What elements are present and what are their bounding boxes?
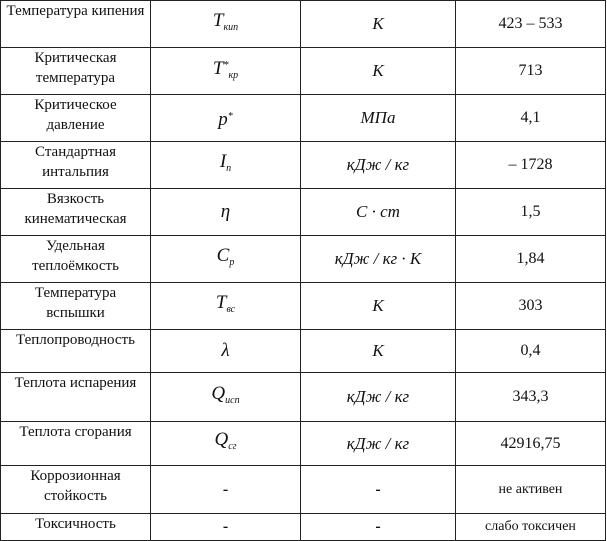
property-symbol: - — [151, 514, 301, 541]
table-row — [1, 422, 606, 466]
symbol-base: Q — [211, 382, 226, 404]
property-unit: кДж / кг — [301, 142, 456, 189]
property-symbol: - — [151, 466, 301, 514]
symbol-base: C — [216, 244, 230, 266]
table-row — [1, 373, 606, 422]
symbol-base: p — [218, 108, 228, 130]
symbol-subscript: кип — [223, 21, 239, 33]
symbol-base: T — [215, 291, 227, 313]
property-unit: К — [301, 330, 456, 373]
property-symbol — [151, 373, 301, 422]
property-value: 303 — [456, 283, 606, 330]
table-row — [1, 142, 606, 189]
table-row — [1, 95, 606, 142]
property-unit: К — [301, 283, 456, 330]
property-unit: - — [301, 466, 456, 514]
property-name: Коррозионная стойкость — [1, 466, 151, 514]
symbol-subscript: вс — [226, 303, 236, 315]
property-symbol — [151, 236, 301, 283]
property-unit: К — [301, 1, 456, 48]
property-name: Температура кипения — [1, 1, 151, 48]
symbol-superscript: * — [227, 110, 233, 122]
property-value: 343,3 — [456, 373, 606, 422]
property-unit: МПа — [301, 95, 456, 142]
property-name: Токсичность — [1, 514, 151, 541]
property-unit: кДж / кг — [301, 373, 456, 422]
property-symbol — [151, 48, 301, 95]
property-name: Стандартная интальпия — [1, 142, 151, 189]
property-name: Теплота сгорания — [1, 422, 151, 466]
property-name: Температура вспышки — [1, 283, 151, 330]
table-row — [1, 48, 606, 95]
property-value: 1,5 — [456, 189, 606, 236]
property-value: слабо токсичен — [456, 514, 606, 541]
property-unit: кДж / кг — [301, 422, 456, 466]
property-symbol — [151, 422, 301, 466]
property-name: Теплота испарения — [1, 373, 151, 422]
symbol-superscript: * — [223, 60, 229, 71]
property-unit: кДж / кг · К — [301, 236, 456, 283]
property-value: 1,84 — [456, 236, 606, 283]
property-value: не активен — [456, 466, 606, 514]
symbol-base: λ — [221, 340, 230, 361]
property-value: 42916,75 — [456, 422, 606, 466]
symbol-base: I — [219, 150, 227, 172]
symbol-subscript: кр — [228, 70, 239, 81]
table-row — [1, 1, 606, 48]
property-symbol — [151, 189, 301, 236]
table-row — [1, 330, 606, 373]
symbol-base: η — [220, 201, 231, 222]
symbol-base: Q — [214, 429, 229, 450]
property-value: 713 — [456, 48, 606, 95]
property-value: 4,1 — [456, 95, 606, 142]
symbol-subscript: p — [229, 256, 235, 268]
property-value: 0,4 — [456, 330, 606, 373]
property-name: Теплопроводность — [1, 330, 151, 373]
property-value: – 1728 — [456, 142, 606, 189]
table-row — [1, 189, 606, 236]
property-name: Критическая температура — [1, 48, 151, 95]
property-symbol — [151, 1, 301, 48]
symbol-subscript: сг — [228, 441, 237, 452]
property-symbol — [151, 95, 301, 142]
table-row — [1, 283, 606, 330]
symbol-base: T — [212, 9, 224, 31]
property-unit: К — [301, 48, 456, 95]
property-name: Удельная теплоёмкость — [1, 236, 151, 283]
property-unit: С · ст — [301, 189, 456, 236]
property-unit: - — [301, 514, 456, 541]
table-row — [1, 466, 606, 514]
property-symbol — [151, 283, 301, 330]
table-row — [1, 236, 606, 283]
property-symbol — [151, 142, 301, 189]
table-row — [1, 514, 606, 541]
property-name: Вязкость кинематическая — [1, 189, 151, 236]
property-name: Критическое давление — [1, 95, 151, 142]
symbol-subscript: n — [226, 162, 232, 174]
symbol-base: T — [212, 58, 224, 79]
property-value: 423 – 533 — [456, 1, 606, 48]
symbol-subscript: исп — [225, 394, 240, 406]
property-symbol — [151, 330, 301, 373]
